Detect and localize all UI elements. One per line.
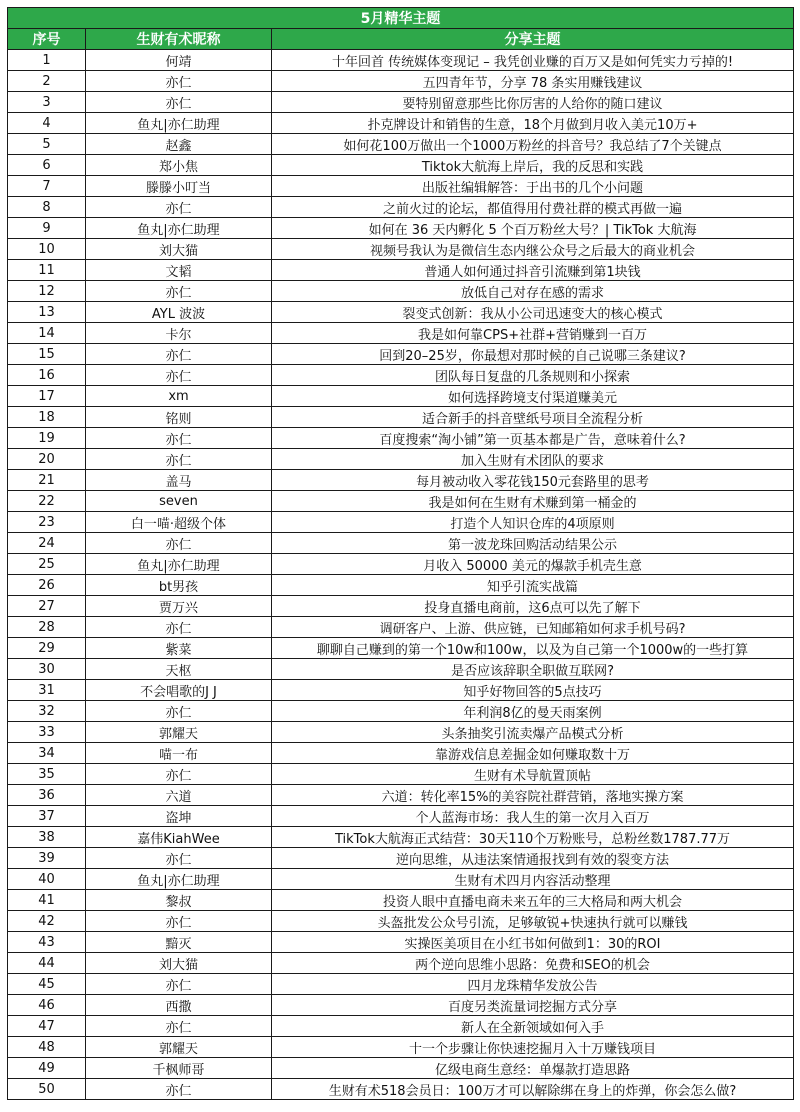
cell-nickname: 黯灭 [86,932,272,953]
cell-index: 21 [8,470,86,491]
table-row [8,197,794,218]
cell-nickname: 亦仁 [86,428,272,449]
cell-index: 20 [8,449,86,470]
cell-nickname: 鱼丸|亦仁助理 [86,113,272,134]
cell-nickname: 赵鑫 [86,134,272,155]
cell-topic: 年利润8亿的曼天雨案例 [272,701,794,722]
table-row [8,50,794,71]
cell-topic: 十一个步骤让你快速挖掘月入十万赚钱项目 [272,1037,794,1058]
cell-index: 26 [8,575,86,596]
cell-nickname: 郭耀天 [86,722,272,743]
table-row [8,806,794,827]
cell-nickname: 亦仁 [86,344,272,365]
cell-index: 11 [8,260,86,281]
table-row [8,659,794,680]
cell-index: 42 [8,911,86,932]
cell-topic: 聊聊自己赚到的第一个10w和100w，以及为自己第一个1000w的一些打算 [272,638,794,659]
cell-nickname: 亦仁 [86,764,272,785]
cell-index: 16 [8,365,86,386]
table-row [8,848,794,869]
table-row [8,386,794,407]
cell-nickname: 亦仁 [86,197,272,218]
cell-topic: 普通人如何通过抖音引流赚到第1块钱 [272,260,794,281]
table-row [8,449,794,470]
cell-nickname: 郭耀天 [86,1037,272,1058]
cell-index: 44 [8,953,86,974]
header-topic: 分享主题 [272,29,794,50]
cell-topic: 团队每日复盘的几条规则和小探索 [272,365,794,386]
cell-topic: 个人蓝海市场：我人生的第一次月入百万 [272,806,794,827]
cell-nickname: 六道 [86,785,272,806]
cell-index: 7 [8,176,86,197]
cell-index: 17 [8,386,86,407]
cell-index: 4 [8,113,86,134]
cell-index: 27 [8,596,86,617]
cell-topic: 靠游戏信息差掘金如何赚取数十万 [272,743,794,764]
cell-topic: 生财有术导航置顶帖 [272,764,794,785]
cell-nickname: AYL 波波 [86,302,272,323]
table-row [8,638,794,659]
cell-index: 34 [8,743,86,764]
table-row [8,827,794,848]
title-row [8,8,794,29]
cell-index: 28 [8,617,86,638]
cell-nickname: 刘大猫 [86,239,272,260]
table-row [8,218,794,239]
table-body [8,50,794,1100]
cell-nickname: 亦仁 [86,617,272,638]
cell-topic: 我是如何靠CPS+社群+营销赚到一百万 [272,323,794,344]
table-row [8,470,794,491]
cell-index: 43 [8,932,86,953]
cell-index: 33 [8,722,86,743]
cell-topic: 知乎好物回答的5点技巧 [272,680,794,701]
table-row [8,764,794,785]
cell-topic: 六道：转化率15%的美容院社群营销，落地实操方案 [272,785,794,806]
cell-topic: 新人在全新领域如何入手 [272,1016,794,1037]
topics-sheet [7,7,793,1100]
cell-topic: 加入生财有术团队的要求 [272,449,794,470]
table-row [8,71,794,92]
cell-nickname: 不会唱歌的J J [86,680,272,701]
cell-index: 37 [8,806,86,827]
table-row [8,932,794,953]
table-row [8,785,794,806]
cell-topic: 四月龙珠精华发放公告 [272,974,794,995]
cell-topic: 百度搜索“淘小铺”第一页基本都是广告，意味着什么? [272,428,794,449]
cell-topic: 如何在 36 天内孵化 5 个百万粉丝大号？| TikTok 大航海 [272,218,794,239]
cell-nickname: 亦仁 [86,449,272,470]
cell-index: 38 [8,827,86,848]
cell-index: 12 [8,281,86,302]
cell-index: 15 [8,344,86,365]
cell-index: 9 [8,218,86,239]
cell-topic: 实操医美项目在小红书如何做到1：30的ROI [272,932,794,953]
table-row [8,1016,794,1037]
cell-topic: 生财有术518会员日：100万才可以解除绑在身上的炸弹，你会怎么做? [272,1079,794,1100]
cell-nickname: 亦仁 [86,974,272,995]
cell-nickname: 铭则 [86,407,272,428]
cell-nickname: 亦仁 [86,848,272,869]
table-row [8,974,794,995]
cell-nickname: 天枢 [86,659,272,680]
cell-nickname: 郑小焦 [86,155,272,176]
cell-topic: 如何花100万做出一个1000万粉丝的抖音号？我总结了7个关键点 [272,134,794,155]
table-row [8,260,794,281]
cell-topic: 十年回首 传统媒体变现记 – 我凭创业赚的百万又是如何凭实力亏掉的! [272,50,794,71]
cell-index: 32 [8,701,86,722]
table-row [8,512,794,533]
table-row [8,596,794,617]
cell-index: 6 [8,155,86,176]
table-row [8,890,794,911]
cell-topic: 回到20–25岁，你最想对那时候的自己说哪三条建议? [272,344,794,365]
table-row [8,92,794,113]
table-row [8,533,794,554]
table-row [8,176,794,197]
table-row [8,134,794,155]
cell-nickname: 盖马 [86,470,272,491]
table-row [8,911,794,932]
cell-index: 10 [8,239,86,260]
cell-nickname: 紫菜 [86,638,272,659]
cell-topic: TikTok大航海正式结营：30天110个万粉账号，总粉丝数1787.77万 [272,827,794,848]
cell-topic: 是否应该辞职全职做互联网? [272,659,794,680]
cell-nickname: 黎叔 [86,890,272,911]
cell-nickname: 鱼丸|亦仁助理 [86,218,272,239]
cell-nickname: 亦仁 [86,1079,272,1100]
cell-topic: 百度另类流量词挖掘方式分享 [272,995,794,1016]
cell-index: 40 [8,869,86,890]
cell-index: 24 [8,533,86,554]
cell-index: 31 [8,680,86,701]
cell-topic: 逆向思维，从违法案情通报找到有效的裂变方法 [272,848,794,869]
header-index: 序号 [8,29,86,50]
cell-index: 49 [8,1058,86,1079]
header-nickname: 生财有术昵称 [86,29,272,50]
cell-topic: 之前火过的论坛，都值得用付费社群的模式再做一遍 [272,197,794,218]
cell-nickname: 刘大猫 [86,953,272,974]
table-row [8,869,794,890]
cell-topic: 头条抽奖引流卖爆产品模式分析 [272,722,794,743]
cell-nickname: 千枫师哥 [86,1058,272,1079]
cell-nickname: 滕滕小叮当 [86,176,272,197]
table-row [8,113,794,134]
cell-index: 46 [8,995,86,1016]
cell-nickname: 亦仁 [86,71,272,92]
cell-index: 2 [8,71,86,92]
table-row [8,428,794,449]
table-row [8,302,794,323]
cell-nickname: 亦仁 [86,911,272,932]
cell-topic: 裂变式创新：我从小公司迅速变大的核心模式 [272,302,794,323]
cell-topic: 视频号我认为是微信生态内继公众号之后最大的商业机会 [272,239,794,260]
cell-topic: 如何选择跨境支付渠道赚美元 [272,386,794,407]
cell-index: 48 [8,1037,86,1058]
cell-nickname: 喵一布 [86,743,272,764]
table-row [8,722,794,743]
cell-nickname: seven [86,491,272,512]
table-row [8,281,794,302]
cell-topic: 出版社编辑解答：于出书的几个小问题 [272,176,794,197]
table-row [8,680,794,701]
cell-nickname: 亦仁 [86,281,272,302]
cell-index: 45 [8,974,86,995]
table-row [8,617,794,638]
cell-nickname: 亦仁 [86,365,272,386]
cell-topic: 头盔批发公众号引流，足够敏锐+快速执行就可以赚钱 [272,911,794,932]
cell-topic: 调研客户、上游、供应链，已知邮箱如何求手机号码? [272,617,794,638]
cell-topic: 月收入 50000 美元的爆款手机壳生意 [272,554,794,575]
table-row [8,995,794,1016]
sheet-title: 5月精华主题 [8,8,794,29]
cell-topic: 扑克牌设计和销售的生意，18个月做到月收入美元10万+ [272,113,794,134]
cell-topic: 打造个人知识仓库的4项原则 [272,512,794,533]
table-row [8,554,794,575]
cell-index: 41 [8,890,86,911]
table-row [8,1037,794,1058]
table-row [8,575,794,596]
cell-index: 50 [8,1079,86,1100]
cell-nickname: 亦仁 [86,533,272,554]
table-row [8,323,794,344]
cell-index: 25 [8,554,86,575]
cell-topic: Tiktok大航海上岸后，我的反思和实践 [272,155,794,176]
cell-topic: 投资人眼中直播电商未来五年的三大格局和两大机会 [272,890,794,911]
cell-nickname: 贾万兴 [86,596,272,617]
cell-index: 47 [8,1016,86,1037]
table-row [8,1058,794,1079]
cell-index: 36 [8,785,86,806]
cell-nickname: 嘉伟KiahWee [86,827,272,848]
cell-nickname: bt男孩 [86,575,272,596]
table-row [8,344,794,365]
cell-index: 14 [8,323,86,344]
cell-index: 30 [8,659,86,680]
cell-nickname: 白一喵·超级个体 [86,512,272,533]
cell-topic: 知乎引流实战篇 [272,575,794,596]
cell-topic: 生财有术四月内容活动整理 [272,869,794,890]
cell-topic: 要特别留意那些比你厉害的人给你的随口建议 [272,92,794,113]
cell-nickname: 亦仁 [86,701,272,722]
cell-index: 8 [8,197,86,218]
table-row [8,491,794,512]
cell-nickname: 西撒 [86,995,272,1016]
cell-nickname: 亦仁 [86,1016,272,1037]
table-row [8,239,794,260]
cell-nickname: 卡尔 [86,323,272,344]
cell-index: 18 [8,407,86,428]
cell-topic: 第一波龙珠回购活动结果公示 [272,533,794,554]
cell-index: 35 [8,764,86,785]
table-row [8,155,794,176]
cell-nickname: 文韬 [86,260,272,281]
cell-nickname: 何靖 [86,50,272,71]
cell-index: 1 [8,50,86,71]
table-row [8,701,794,722]
cell-topic: 每月被动收入零花钱150元套路里的思考 [272,470,794,491]
header-row [8,29,794,50]
table-row [8,365,794,386]
cell-nickname: 盗坤 [86,806,272,827]
cell-topic: 我是如何在生财有术赚到第一桶金的 [272,491,794,512]
cell-topic: 亿级电商生意经：单爆款打造思路 [272,1058,794,1079]
cell-index: 23 [8,512,86,533]
cell-index: 3 [8,92,86,113]
cell-index: 5 [8,134,86,155]
topics-table [7,7,794,1100]
cell-index: 13 [8,302,86,323]
cell-topic: 两个逆向思维小思路：免费和SEO的机会 [272,953,794,974]
cell-index: 22 [8,491,86,512]
table-row [8,953,794,974]
table-row [8,407,794,428]
cell-topic: 五四青年节，分享 78 条实用赚钱建议 [272,71,794,92]
cell-topic: 投身直播电商前，这6点可以先了解下 [272,596,794,617]
cell-index: 19 [8,428,86,449]
cell-topic: 放低自己对存在感的需求 [272,281,794,302]
cell-nickname: xm [86,386,272,407]
cell-topic: 适合新手的抖音壁纸号项目全流程分析 [272,407,794,428]
cell-nickname: 鱼丸|亦仁助理 [86,554,272,575]
table-row [8,743,794,764]
cell-nickname: 鱼丸|亦仁助理 [86,869,272,890]
cell-index: 39 [8,848,86,869]
cell-nickname: 亦仁 [86,92,272,113]
cell-index: 29 [8,638,86,659]
table-row [8,1079,794,1100]
